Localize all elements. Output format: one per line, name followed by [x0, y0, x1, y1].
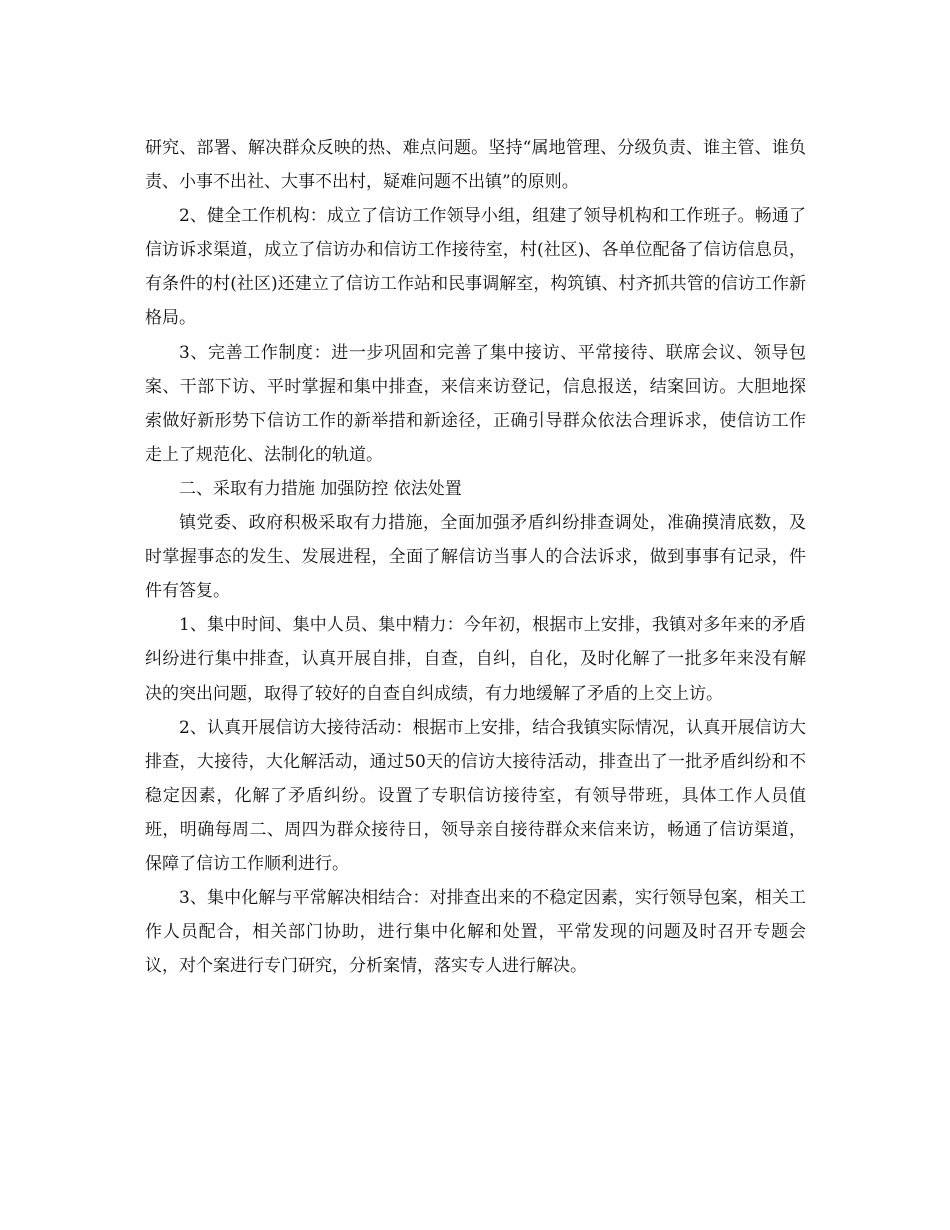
paragraph-reception: 2、认真开展信访大接待活动：根据市上安排，结合我镇实际情况，认真开展信访大排查，大接待，大化解活动，通过50天的信访大接待活动，排查出了一批矛盾纠纷和不稳定因素，化解了矛盾纠纷。设置了专职信访接待室，有领导带班，具体工作人员值班，明确每周二、周四为群众接待日，领导亲自接待群众来信来访，畅通了信访渠道，保障了信访工作顺利进行。: [145, 717, 806, 874]
section-heading: 二、采取有力措施 加强防控 依法处置: [179, 478, 462, 499]
paragraph-measures: 镇党委、政府积极采取有力措施，全面加强矛盾纠纷排查调处，准确摸清底数，及时掌握事态的发生、发展进程，全面了解信访当事人的合法诉求，做到事事有记录，件件有答复。: [145, 513, 806, 602]
document-body: [145, 131, 806, 983]
paragraph-concentrated: 1、集中时间、集中人员、集中精力：今年初，根据市上安排，我镇对多年来的矛盾纠纷进行集中排查，认真开展自排，自查，自纠，自化，及时化解了一批多年来没有解决的突出问题，取得了较好的自查自纠成绩，有力地缓解了矛盾的上交上访。: [145, 615, 806, 704]
paragraph-continuation: 研究、部署、解决群众反映的热、难点问题。坚持“属地管理、分级负责、谁主管、谁负责、小事不出社、大事不出村，疑难问题不出镇”的原则。: [145, 138, 806, 193]
paragraph-institution: 2、健全工作机构：成立了信访工作领导小组，组建了领导机构和工作班子。畅通了信访诉求渠道，成立了信访办和信访工作接待室，村(社区)、各单位配备了信访信息员，有条件的村(社区)还建立了信访工作站和民事调解室，构筑镇、村齐抓共管的信访工作新格局。: [145, 206, 806, 329]
paragraph-resolution: 3、集中化解与平常解决相结合：对排查出来的不稳定因素，实行领导包案，相关工作人员配合，相关部门协助，进行集中化解和处置，平常发现的问题及时召开专题会议，对个案进行专门研究，分析案情，落实专人进行解决。: [145, 888, 806, 977]
paragraph-system: 3、完善工作制度：进一步巩固和完善了集中接访、平常接待、联席会议、领导包案、干部下访、平时掌握和集中排查，来信来访登记，信息报送，结案回访。大胆地探索做好新形势下信访工作的新举措和新途径，正确引导群众依法合理诉求，使信访工作走上了规范化、法制化的轨道。: [145, 342, 806, 465]
